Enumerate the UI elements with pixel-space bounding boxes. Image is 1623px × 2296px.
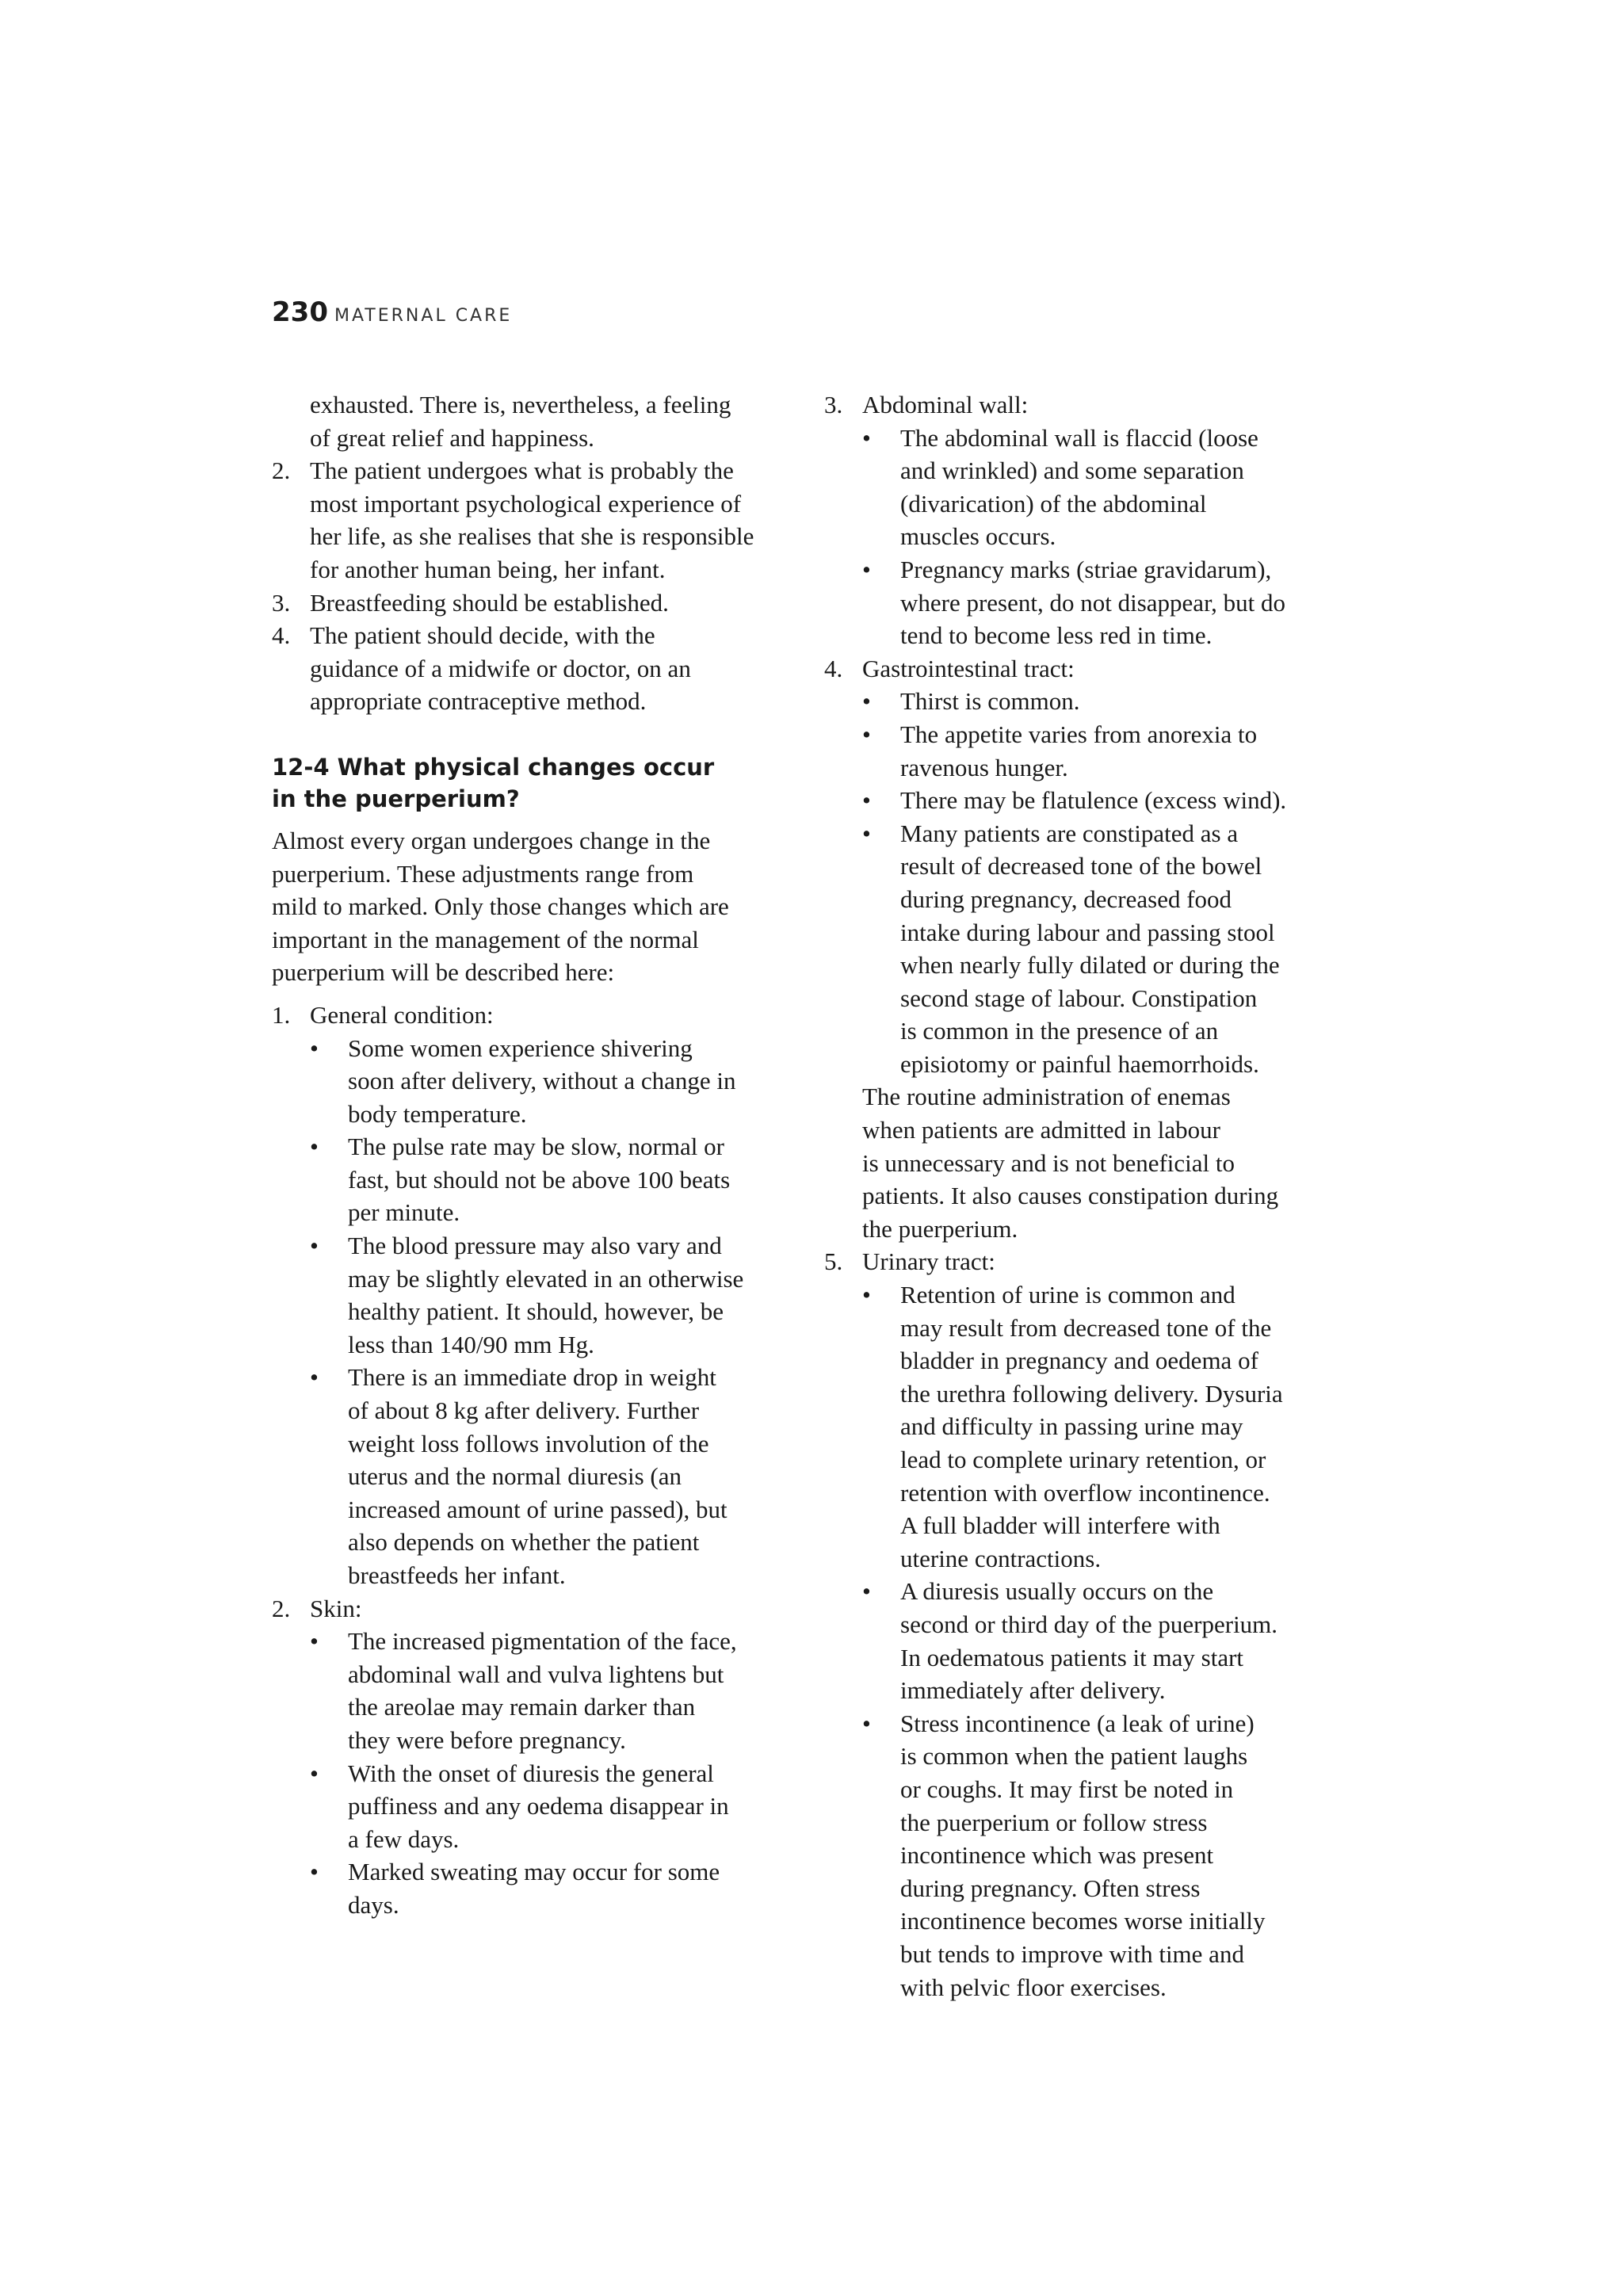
bullet-line: a few days. [348, 1824, 460, 1853]
list-number: 3. [272, 588, 291, 617]
bullet-line: In oedematous patients it may start [900, 1643, 1244, 1671]
bullet-dot: • [862, 423, 871, 452]
bullet-line: days. [348, 1890, 399, 1919]
bullet-dot: • [310, 1858, 319, 1886]
bullet-item [824, 422, 1347, 553]
list-item-line: 5. Urinary tract: [824, 1245, 1347, 1278]
paragraph-line: puerperium will be described here: [272, 958, 615, 987]
bullet-item [272, 1229, 795, 1361]
bullet-line: the puerperium or follow stress [900, 1808, 1208, 1836]
list-number: 5. [824, 1247, 843, 1276]
bullet-dot: • [862, 1281, 871, 1309]
bullet-line: • Marked sweating may occur for some [272, 1855, 795, 1889]
bullet-line: second stage of labour. Constipation [900, 984, 1258, 1012]
bullet-line: healthy patient. It should, however, be [348, 1297, 724, 1326]
list-item-line: 3. Abdominal wall: [824, 388, 1347, 422]
bullet-dot: • [310, 1232, 319, 1260]
list-number: 2. [272, 457, 291, 485]
paragraph-line: mild to marked. Only those changes which are [272, 892, 729, 921]
bullet-line: is common in the presence of an [900, 1017, 1219, 1045]
list-item-line: 4. The patient should decide, with the [272, 619, 795, 652]
bullet-line: • Some women experience shivering [272, 1032, 795, 1065]
spacer [272, 718, 795, 751]
bullet-line: • There may be flatulence (excess wind). [824, 784, 1347, 817]
spacer [272, 815, 795, 824]
intro-paragraph [272, 824, 795, 989]
bullet-line: also depends on whether the patient [348, 1528, 700, 1557]
bullet-line: • Thirst is common. [824, 685, 1347, 718]
bullet-line: may result from decreased tone of the [900, 1313, 1272, 1342]
bullet-line: with pelvic floor exercises. [900, 1973, 1167, 2001]
bullet-line: lead to complete urinary retention, or [900, 1446, 1266, 1473]
bullet-item [824, 817, 1347, 1081]
bullet-line: • A diuresis usually occurs on the [824, 1575, 1347, 1608]
section-heading [272, 751, 795, 815]
change-section [272, 999, 795, 1592]
bullet-line: • Pregnancy marks (striae gravidarum), [824, 553, 1347, 586]
bullet-item [824, 1278, 1347, 1575]
right-column [824, 388, 1347, 2004]
change-section [824, 652, 1347, 1246]
section-heading-line: 12-4 What physical changes occur [272, 753, 715, 781]
bullet-dot: • [862, 786, 871, 815]
bullet-line: where present, do not disappear, but do [900, 588, 1286, 617]
bullet-item [824, 1707, 1347, 2004]
change-section [272, 1592, 795, 1922]
bullet-line: • There is an immediate drop in weight [272, 1361, 795, 1394]
bullet-dot: • [310, 1133, 319, 1161]
bullet-line: is common when the patient laughs [900, 1742, 1248, 1771]
page-number: 230 [272, 296, 328, 328]
bullet-item [272, 1032, 795, 1131]
paragraph-line: puerperium. These adjustments range from [272, 859, 694, 888]
bullet-item [824, 1575, 1347, 1706]
list-number: 2. [272, 1594, 291, 1622]
list-item-line: 2. Skin: [272, 1592, 795, 1626]
bullet-line: when nearly fully dilated or during the [900, 951, 1280, 980]
list-item-line: guidance of a midwife or doctor, on an [310, 654, 691, 682]
bullet-line: they were before pregnancy. [348, 1725, 626, 1754]
bullet-line: second or third day of the puerperium. [900, 1610, 1278, 1638]
bullet-item [824, 784, 1347, 817]
bullet-dot: • [862, 720, 871, 748]
list-number: 3. [824, 391, 843, 418]
bullet-line: incontinence becomes worse initially [900, 1907, 1266, 1935]
bullet-line: • Retention of urine is common and [824, 1278, 1347, 1312]
note-line: The routine administration of enemas [862, 1083, 1231, 1111]
bullet-line: retention with overflow incontinence. [900, 1478, 1270, 1507]
list-number: 4. [824, 654, 843, 682]
change-section [824, 388, 1347, 652]
bullet-line: (divarication) of the abdominal [900, 489, 1207, 518]
list-number: 4. [272, 621, 291, 650]
bullet-line: increased amount of urine passed), but [348, 1495, 727, 1523]
list-item-line: 2. The patient undergoes what is probably the [272, 454, 795, 487]
bullet-line: episiotomy or painful haemorrhoids. [900, 1049, 1259, 1078]
list-item-line: 1. General condition: [272, 999, 795, 1032]
section-heading-line: in the puerperium? [272, 785, 520, 812]
bullet-item [824, 553, 1347, 652]
bullet-dot: • [862, 687, 871, 716]
bullet-line: of about 8 kg after delivery. Further [348, 1396, 700, 1425]
bullet-line: bladder in pregnancy and oedema of [900, 1347, 1258, 1375]
list-item-line: 3. Breastfeeding should be established. [272, 586, 795, 620]
bullet-line: A full bladder will interfere with [900, 1511, 1220, 1540]
bullet-line: may be slightly elevated in an otherwise [348, 1264, 744, 1293]
bullet-line: • The pulse rate may be slow, normal or [272, 1130, 795, 1163]
list-item-line: most important psychological experience of [310, 489, 742, 518]
bullet-line: the urethra following delivery. Dysuria [900, 1379, 1283, 1408]
bullet-line: weight loss follows involution of the [348, 1429, 709, 1457]
bullet-line: • The abdominal wall is flaccid (loose [824, 422, 1347, 455]
bullet-line: • With the onset of diuresis the general [272, 1757, 795, 1790]
bullet-line: during pregnancy. Often stress [900, 1874, 1201, 1902]
bullet-line: puffiness and any oedema disappear in [348, 1792, 729, 1820]
bullet-line: muscles occurs. [900, 522, 1056, 551]
note-line: the puerperium. [862, 1214, 1018, 1243]
list-item-line: her life, as she realises that she is responsible [310, 522, 754, 551]
bullet-item [824, 685, 1347, 718]
bullet-dot: • [862, 1577, 871, 1606]
bullet-line: per minute. [348, 1198, 460, 1227]
bullet-line: but tends to improve with time and [900, 1939, 1244, 1968]
note-line: patients. It also causes constipation during [862, 1182, 1279, 1210]
bullet-item [824, 718, 1347, 784]
bullet-line: during pregnancy, decreased food [900, 884, 1232, 913]
bullet-line: • The blood pressure may also vary and [272, 1229, 795, 1263]
bullet-line: soon after delivery, without a change in [348, 1067, 736, 1095]
change-section [824, 1245, 1347, 2004]
note-line: is unnecessary and is not beneficial to [862, 1148, 1235, 1177]
list-item-line: appropriate contraceptive method. [310, 687, 647, 716]
bullet-line: less than 140/90 mm Hg. [348, 1330, 594, 1358]
bullet-dot: • [310, 1759, 319, 1787]
bullet-line: and difficulty in passing urine may [900, 1412, 1243, 1441]
bullet-dot: • [310, 1627, 319, 1656]
bullet-line: incontinence which was present [900, 1841, 1214, 1870]
bullet-line: • The appetite varies from anorexia to [824, 718, 1347, 751]
bullet-dot: • [862, 555, 871, 583]
bullet-line: • Many patients are constipated as a [824, 817, 1347, 850]
bullet-line: uterus and the normal diuresis (an [348, 1462, 682, 1491]
bullet-line: fast, but should not be above 100 beats [348, 1165, 731, 1194]
running-title: MATERNAL CARE [334, 306, 513, 326]
page-header [272, 296, 512, 328]
bullet-line: uterine contractions. [900, 1544, 1102, 1572]
bullet-item [272, 1625, 795, 1756]
bullet-item [272, 1757, 795, 1856]
bullet-line: ravenous hunger. [900, 753, 1068, 781]
bullet-dot: • [862, 819, 871, 847]
bullet-line: and wrinkled) and some separation [900, 457, 1244, 485]
bullet-line: result of decreased tone of the bowel [900, 852, 1262, 881]
bullet-line: breastfeeds her infant. [348, 1561, 566, 1589]
list-item-line: of great relief and happiness. [310, 423, 594, 452]
bullet-item [272, 1361, 795, 1591]
list-number: 1. [272, 1000, 291, 1029]
bullet-dot: • [310, 1033, 319, 1062]
bullet-dot: • [862, 1709, 871, 1737]
bullet-item [272, 1130, 795, 1229]
bullet-line: • Stress incontinence (a leak of urine) [824, 1707, 1347, 1740]
paragraph-line: important in the management of the normal [272, 925, 699, 953]
bullet-line: immediately after delivery. [900, 1676, 1166, 1705]
bullet-line: intake during labour and passing stool [900, 918, 1275, 946]
left-column [272, 388, 795, 1922]
list-item-line: exhausted. There is, nevertheless, a feeling [310, 391, 731, 418]
bullet-line: • The increased pigmentation of the face, [272, 1625, 795, 1658]
bullet-line: abdominal wall and vulva lightens but [348, 1660, 724, 1688]
bullet-line: the areolae may remain darker than [348, 1693, 696, 1721]
paragraph-line: Almost every organ undergoes change in the [272, 826, 711, 854]
bullet-line: tend to become less red in time. [900, 621, 1212, 650]
bullet-item [272, 1855, 795, 1921]
list-item-line: for another human being, her infant. [310, 555, 666, 583]
spacer [272, 989, 795, 999]
bullet-line: body temperature. [348, 1099, 527, 1128]
bullet-dot: • [310, 1363, 319, 1392]
note-line: when patients are admitted in labour [862, 1116, 1220, 1144]
bullet-line: or coughs. It may first be noted in [900, 1775, 1234, 1803]
list-item-line: 4. Gastrointestinal tract: [824, 652, 1347, 686]
